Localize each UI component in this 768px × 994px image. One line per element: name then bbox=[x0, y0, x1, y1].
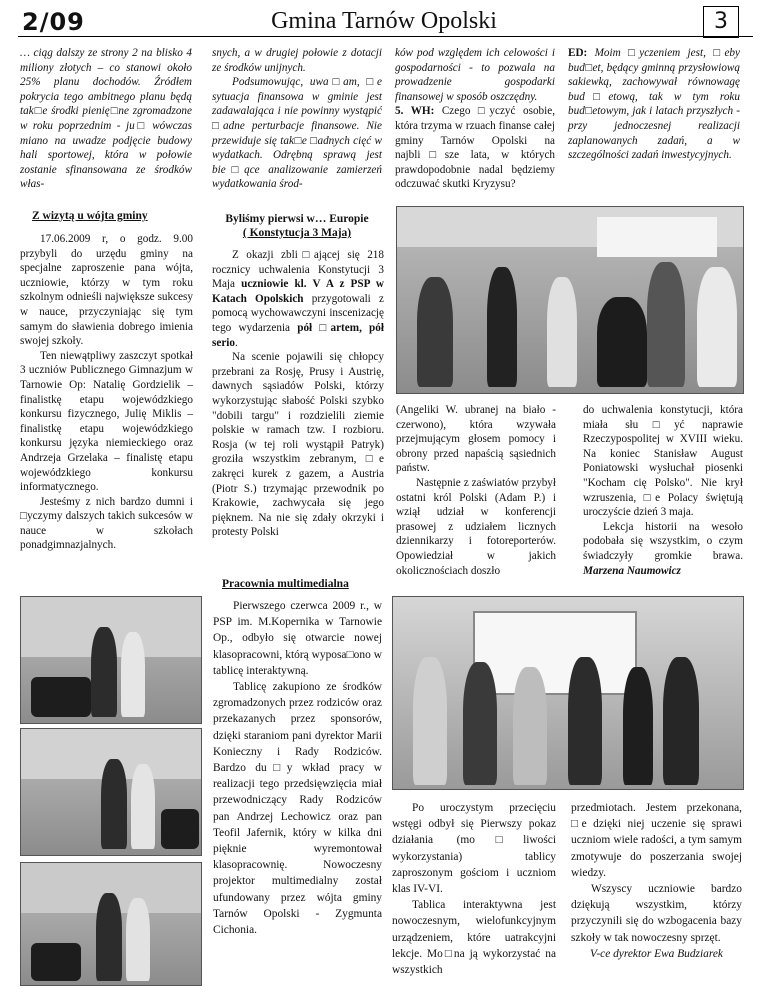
page-number: 3 bbox=[703, 6, 739, 38]
question-label: 5. WH: bbox=[395, 105, 435, 118]
photo-handshake-3 bbox=[20, 862, 202, 986]
budget-column-4 bbox=[568, 46, 740, 163]
budget-answer bbox=[568, 46, 740, 163]
wojt-paragraph-2: Ten niewątpliwy zaszczyt spotkał 3 uczniów Publicznego Gimnazjum w Tarnowie Op: Natalię Gordzielik – finalistkę etapu wojewódzkiego konkursu fizycznego, Julię Miklis – finalistkę etapu wojewódzkiego konkursu języka niemieckiego oraz Andrzeja Grzelaka – finalistę etapu wojewódzkiego konkursu informatycznego. bbox=[20, 349, 193, 494]
europe-paragraph-3: (Angeliki W. ubranej na biało - czerwono), która wzywała przejmującym głosem pomocy i obrony przed napaścią sąsiednich państw. bbox=[396, 404, 556, 475]
europe-paragraph-2: Na scenie pojawili się chłopcy przebrani za Rosję, Prusy i Austrię, dawnych sąsiadów Polski, którzy wykorzystując słabość Polski szybko "dobili targu" i rozdzielili ziemie polskie w ramach tzw. I rozbioru. Rosja (w tej roli wystąpił Patryk) groziła wszystkim zebranym, □e zakręci kurek z gazem, a Austria (Piotr S.) trzymając przewodnik po Krakowie, zachwycała się jego pięknem. Na nie się zdały okrzyki i protesty Polski bbox=[212, 351, 384, 539]
newspaper-title: Gmina Tarnów Opolski bbox=[271, 8, 497, 34]
answer-label: ED: bbox=[568, 47, 588, 59]
header-rule bbox=[18, 36, 753, 37]
europe-column-3 bbox=[583, 403, 743, 578]
multimedia-paragraph-2: Tablicę zakupiono ze środków zgromadzonych przez rodziców oraz przekazanych przez sponsorów, dzięki staraniom pani dyrektor Marii Konieczny i Rady Rodziców. Bardzo du□y wkład pracy w realizacji tego przedsięwzięcia miał przewodniczący Rady Rodziców pan Andrzej Lechowicz oraz pan Teofil Jafernik, który w kilka dni pięknie wyremontował klasopracownię. Nowoczesny projektor multimedialny został ufundowany przez wójta gminy Tarnów Opolski - Zygmunta Cichonia. bbox=[213, 681, 382, 937]
europe-paragraph-6: Lekcja historii na wesoło podobała się wszystkim, o czym świadczyły gromkie brawa. Marzena Naumowicz bbox=[583, 520, 743, 577]
europe-paragraph-5: do uchwalenia konstytucji, która miała słu□yć naprawie Rzeczypospolitej w XVIII wieku. Na koniec Stanisław August Poniatowski wysłuchał piosenki "Kocham cię Polsko". Nie krył wzruszenia, □e Polacy świętują uroczyście dzień 3 maja. bbox=[583, 404, 743, 519]
multimedia-paragraph-6: Wszyscy uczniowie bardzo dziękują wszystkim, którzy przyczynili się do wzbogacenia bazy szkoły w tak nowoczesny sprzęt. bbox=[571, 883, 742, 944]
multimedia-column-3 bbox=[571, 800, 742, 962]
multimedia-column-1 bbox=[213, 598, 382, 938]
photo-handshake-1 bbox=[20, 596, 202, 724]
budget-question bbox=[395, 104, 555, 192]
budget-column-2 bbox=[212, 46, 382, 192]
wojt-paragraph-3: Jesteśmy z nich bardzo dumni i □yczymy dalszych takich sukcesów w nauce w szkołach ponadgimnazjalnych. bbox=[20, 495, 193, 552]
multimedia-paragraph-4: Tablica interaktywna jest nowoczesnym, wielofunkcyjnym urządzeniem, które uatrakcyjni lekcje. Mo□na ją wykorzystać na wszystkich bbox=[392, 899, 556, 977]
europe-paragraph-1: Z okazji zbli□ającej się 218 rocznicy uchwalenia Konstytucji 3 Maja uczniowie kl. V A z PSP w Katach Opolskich przygotowali z pomocą wychowawczyni inscenizację tego wydarzenia pół □artem, pół serio. bbox=[212, 249, 384, 349]
interactive-board-photo bbox=[392, 596, 744, 790]
photo-handshake-2 bbox=[20, 728, 202, 856]
wojt-article bbox=[20, 232, 193, 553]
answer-text: Moim □yczeniem jest, □eby bud□et, będący gminną przysłowiową sakiewką, zachowywał równowagę bud□etową, tak w tym roku bud□etowym, jak i latach przyszłych - przy jednoczesnej realizacji zaplanowanych zadań, a w szczególności zadań inwestycyjnych. bbox=[568, 47, 740, 162]
budget-text-1: … ciąg dalszy ze strony 2 na blisko 4 miliony złotych – co stanowi około 25% planu dochodów. Źródłem pokrycia tego ambitnego planu będą tak□e środki pienię□ne zgromadzone w roku poprzednim - ju□ wówczas miano na uwadze podjęcie budowy hali sportowej, która w połowie zostanie sfinansowana ze środków włas- bbox=[20, 47, 192, 191]
multimedia-paragraph-3: Po uroczystym przecięciu wstęgi odbył się Pierwszy pokaz działania (mo□liwości wykorzystania) tablicy zaproszonym gościom i uczniom klas IV-VI. bbox=[392, 802, 556, 896]
question-text: Czego □yczyć osobie, która trzyma w rzuach finanse całej gminy Tarnów Opolski na najbli□sze lata, w których prawdopodobnie nadal będziemy odczuwać skutki Kryzysu? bbox=[395, 105, 555, 191]
multimedia-paragraph-5: przedmiotach. Jestem przekonana, □e dzięki niej uczenie się sprawi uczniom wiele radości, a tym samym zmotywuje do poszerzania swojej wiedzy. bbox=[571, 802, 742, 879]
europe-paragraph-4: Następnie z zaświatów przybył ostatni król Polski (Adam P.) i wziął udział w konferencji prasowej z udziałem licznych dziennikarzy i fotoreporterów. Opowiedział w jakich okolicznościach doszło bbox=[396, 476, 556, 577]
europe-column-2 bbox=[396, 403, 556, 578]
budget-text-2a: snych, a w drugiej połowie z dotacji ze środków unijnych. bbox=[212, 47, 382, 74]
constitution-play-photo bbox=[396, 206, 744, 394]
europe-heading-line-1: Byliśmy pierwsi w… Europie bbox=[225, 213, 369, 225]
europe-heading bbox=[212, 212, 382, 240]
multimedia-heading: Pracownia multimedialna bbox=[222, 578, 349, 590]
wojt-paragraph-1: 17.06.2009 r, o godz. 9.00 przybyli do urzędu gminy na specjalne zaproszenie pana wójta, uczniowie, którzy w tym roku szkolnym odnieśli największe sukcesy w nauce, przyczyniając się tym samym do sławienia dobrego imienia swojej szkoły. bbox=[20, 233, 193, 348]
europe-heading-line-2: ( Konstytucja 3 Maja) bbox=[242, 227, 352, 239]
budget-column-3 bbox=[395, 46, 555, 192]
budget-column-1 bbox=[20, 46, 192, 192]
europe-signature: Marzena Naumowicz bbox=[583, 564, 681, 577]
multimedia-paragraph-1: Pierwszego czerwca 2009 r., w PSP im. M.Kopernika w Tarnowie Op., odbyło się otwarcie nowej klasopracowni, którą wyposa□ono w tablicę interaktywną. bbox=[213, 600, 382, 677]
multimedia-signature: V-ce dyrektor Ewa Budziarek bbox=[590, 947, 723, 960]
wojt-heading: Z wizytą u wójta gminy bbox=[32, 210, 148, 222]
budget-text-2b: Podsumowując, uwa□am, □e sytuacja finansowa w gminie jest zadawalająca i nie powinny wystąpić □adne perturbacje finansowe. Nie przewiduje się tak□e □adnych cięć w wydatkach. Odrębną sprawą jest bie□ące analizowanie zamierzeń wydatkowania środ- bbox=[212, 76, 382, 191]
multimedia-column-2 bbox=[392, 800, 556, 978]
issue-number: 2/09 bbox=[22, 8, 85, 36]
budget-text-3a: ków pod względem ich celowości i gospodarności - to pozwala na prowadzenie gospodarki finansowej w sposób oszczędny. bbox=[395, 47, 555, 103]
europe-column-1 bbox=[212, 248, 384, 540]
